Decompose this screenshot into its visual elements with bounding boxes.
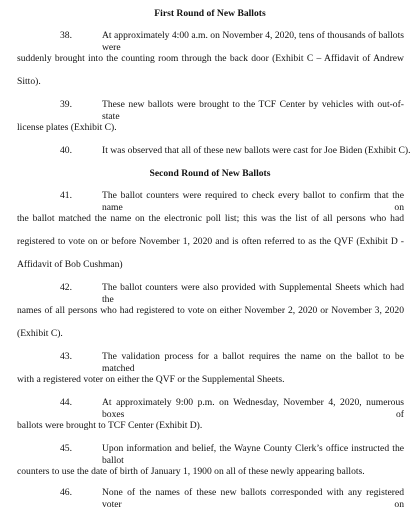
paragraph-41-line-1: The ballot counters were required to check every ballot to confirm that the name on bbox=[102, 190, 404, 213]
paragraph-number-43: 43. bbox=[60, 351, 72, 362]
paragraph-43-line-1: The validation process for a ballot requires the name on the ballot to be matched bbox=[102, 351, 404, 374]
paragraph-number-46: 46. bbox=[60, 487, 72, 498]
paragraph-number-44: 44. bbox=[60, 397, 72, 408]
paragraph-44-line-1: At approximately 9:00 p.m. on Wednesday, November 4, 2020, numerous boxes of bbox=[102, 397, 404, 420]
paragraph-number-38: 38. bbox=[60, 30, 72, 41]
paragraph-number-42: 42. bbox=[60, 282, 72, 293]
paragraph-42-line-1: The ballot counters were also provided with Supplemental Sheets which had the bbox=[102, 282, 404, 305]
paragraph-38-line-3: Sitto). bbox=[17, 76, 41, 87]
paragraph-45-line-1: Upon information and belief, the Wayne County Clerk’s office instructed the ballot bbox=[102, 443, 404, 466]
paragraph-number-41: 41. bbox=[60, 190, 72, 201]
paragraph-42-line-3: (Exhibit C). bbox=[17, 328, 63, 339]
heading-second-round: Second Round of New Ballots bbox=[149, 168, 271, 179]
paragraph-41-line-3: registered to vote on or before November 1, 2020 and is often referred to as the QVF (Exhibit D - bbox=[17, 236, 404, 247]
paragraph-39-line-2: license plates (Exhibit C). bbox=[17, 122, 117, 133]
heading-first-round: First Round of New Ballots bbox=[154, 8, 266, 19]
paragraph-45-line-2: counters to use the date of birth of January 1, 1900 on all of these newly appearing ballots. bbox=[17, 466, 365, 477]
paragraph-number-45: 45. bbox=[60, 443, 72, 454]
paragraph-42-line-2: names of all persons who had registered to vote on either November 2, 2020 or November 3, 2020 bbox=[17, 305, 404, 316]
paragraph-38-line-2: suddenly brought into the counting room through the back door (Exhibit C – Affidavit of Andrew bbox=[17, 53, 404, 64]
paragraph-44-line-2: ballots were brought to TCF Center (Exhibit D). bbox=[17, 420, 203, 431]
paragraph-number-39: 39. bbox=[60, 99, 72, 110]
paragraph-43-line-2: with a registered voter on either the QVF or the Supplemental Sheets. bbox=[17, 374, 285, 385]
paragraph-number-40: 40. bbox=[60, 145, 72, 156]
paragraph-39-line-1: These new ballots were brought to the TCF Center by vehicles with out-of-state bbox=[102, 99, 404, 122]
paragraph-38-line-1: At approximately 4:00 a.m. on November 4, 2020, tens of thousands of ballots were bbox=[102, 30, 404, 53]
paragraph-41-line-4: Affidavit of Bob Cushman) bbox=[17, 259, 123, 270]
paragraph-40-line-1: It was observed that all of these new ballots were cast for Joe Biden (Exhibit C). bbox=[102, 145, 411, 156]
paragraph-46-line-1: None of the names of these new ballots corresponded with any registered voter on bbox=[102, 487, 404, 510]
paragraph-41-line-2: the ballot matched the name on the electronic poll list; this was the list of all persons who had bbox=[17, 213, 404, 224]
